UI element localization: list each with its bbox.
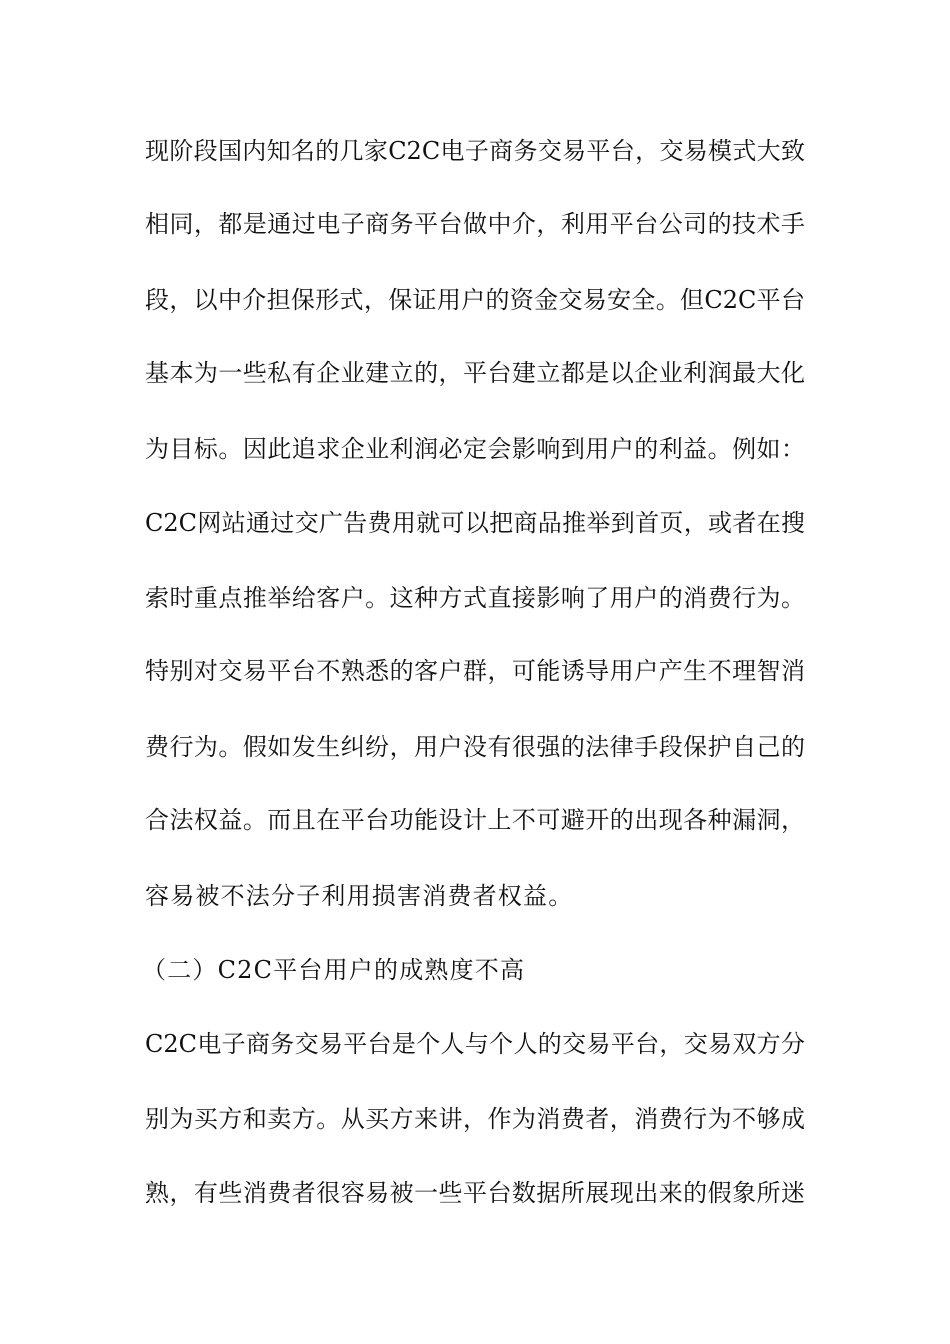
paragraph-line: C2C网站通过交广告费用就可以把商品推举到首页，或者在搜 xyxy=(145,509,805,537)
paragraph-line: 费行为。假如发生纠纷，用户没有很强的法律手段保护自己的 xyxy=(145,733,805,761)
paragraph-line: 基本为一些私有企业建立的，平台建立都是以企业利润最大化 xyxy=(145,359,805,387)
paragraph-line: 现阶段国内知名的几家C2C电子商务交易平台，交易模式大致 xyxy=(145,137,805,165)
paragraph-line: 相同，都是通过电子商务平台做中介，利用平台公司的技术手 xyxy=(145,210,805,238)
paragraph-line: 别为买方和卖方。从买方来讲，作为消费者，消费行为不够成 xyxy=(145,1105,805,1133)
section-heading: （二）C2C平台用户的成熟度不高 xyxy=(142,956,526,984)
paragraph-line: 熟，有些消费者很容易被一些平台数据所展现出来的假象所迷 xyxy=(145,1179,805,1207)
paragraph-line: 特别对交易平台不熟悉的客户群，可能诱导用户产生不理智消 xyxy=(145,657,805,685)
paragraph-line: 索时重点推举给客户。这种方式直接影响了用户的消费行为。 xyxy=(145,584,805,612)
paragraph-line: C2C电子商务交易平台是个人与个人的交易平台，交易双方分 xyxy=(145,1030,805,1058)
paragraph-line: 合法权益。而且在平台功能设计上不可避开的出现各种漏洞， xyxy=(145,806,805,834)
paragraph-line: 段，以中介担保形式，保证用户的资金交易安全。但C2C平台 xyxy=(145,286,805,314)
paragraph-line: 为目标。因此追求企业利润必定会影响到用户的利益。例如： xyxy=(145,435,805,463)
paragraph-line: 容易被不法分子利用损害消费者权益。 xyxy=(145,882,574,910)
